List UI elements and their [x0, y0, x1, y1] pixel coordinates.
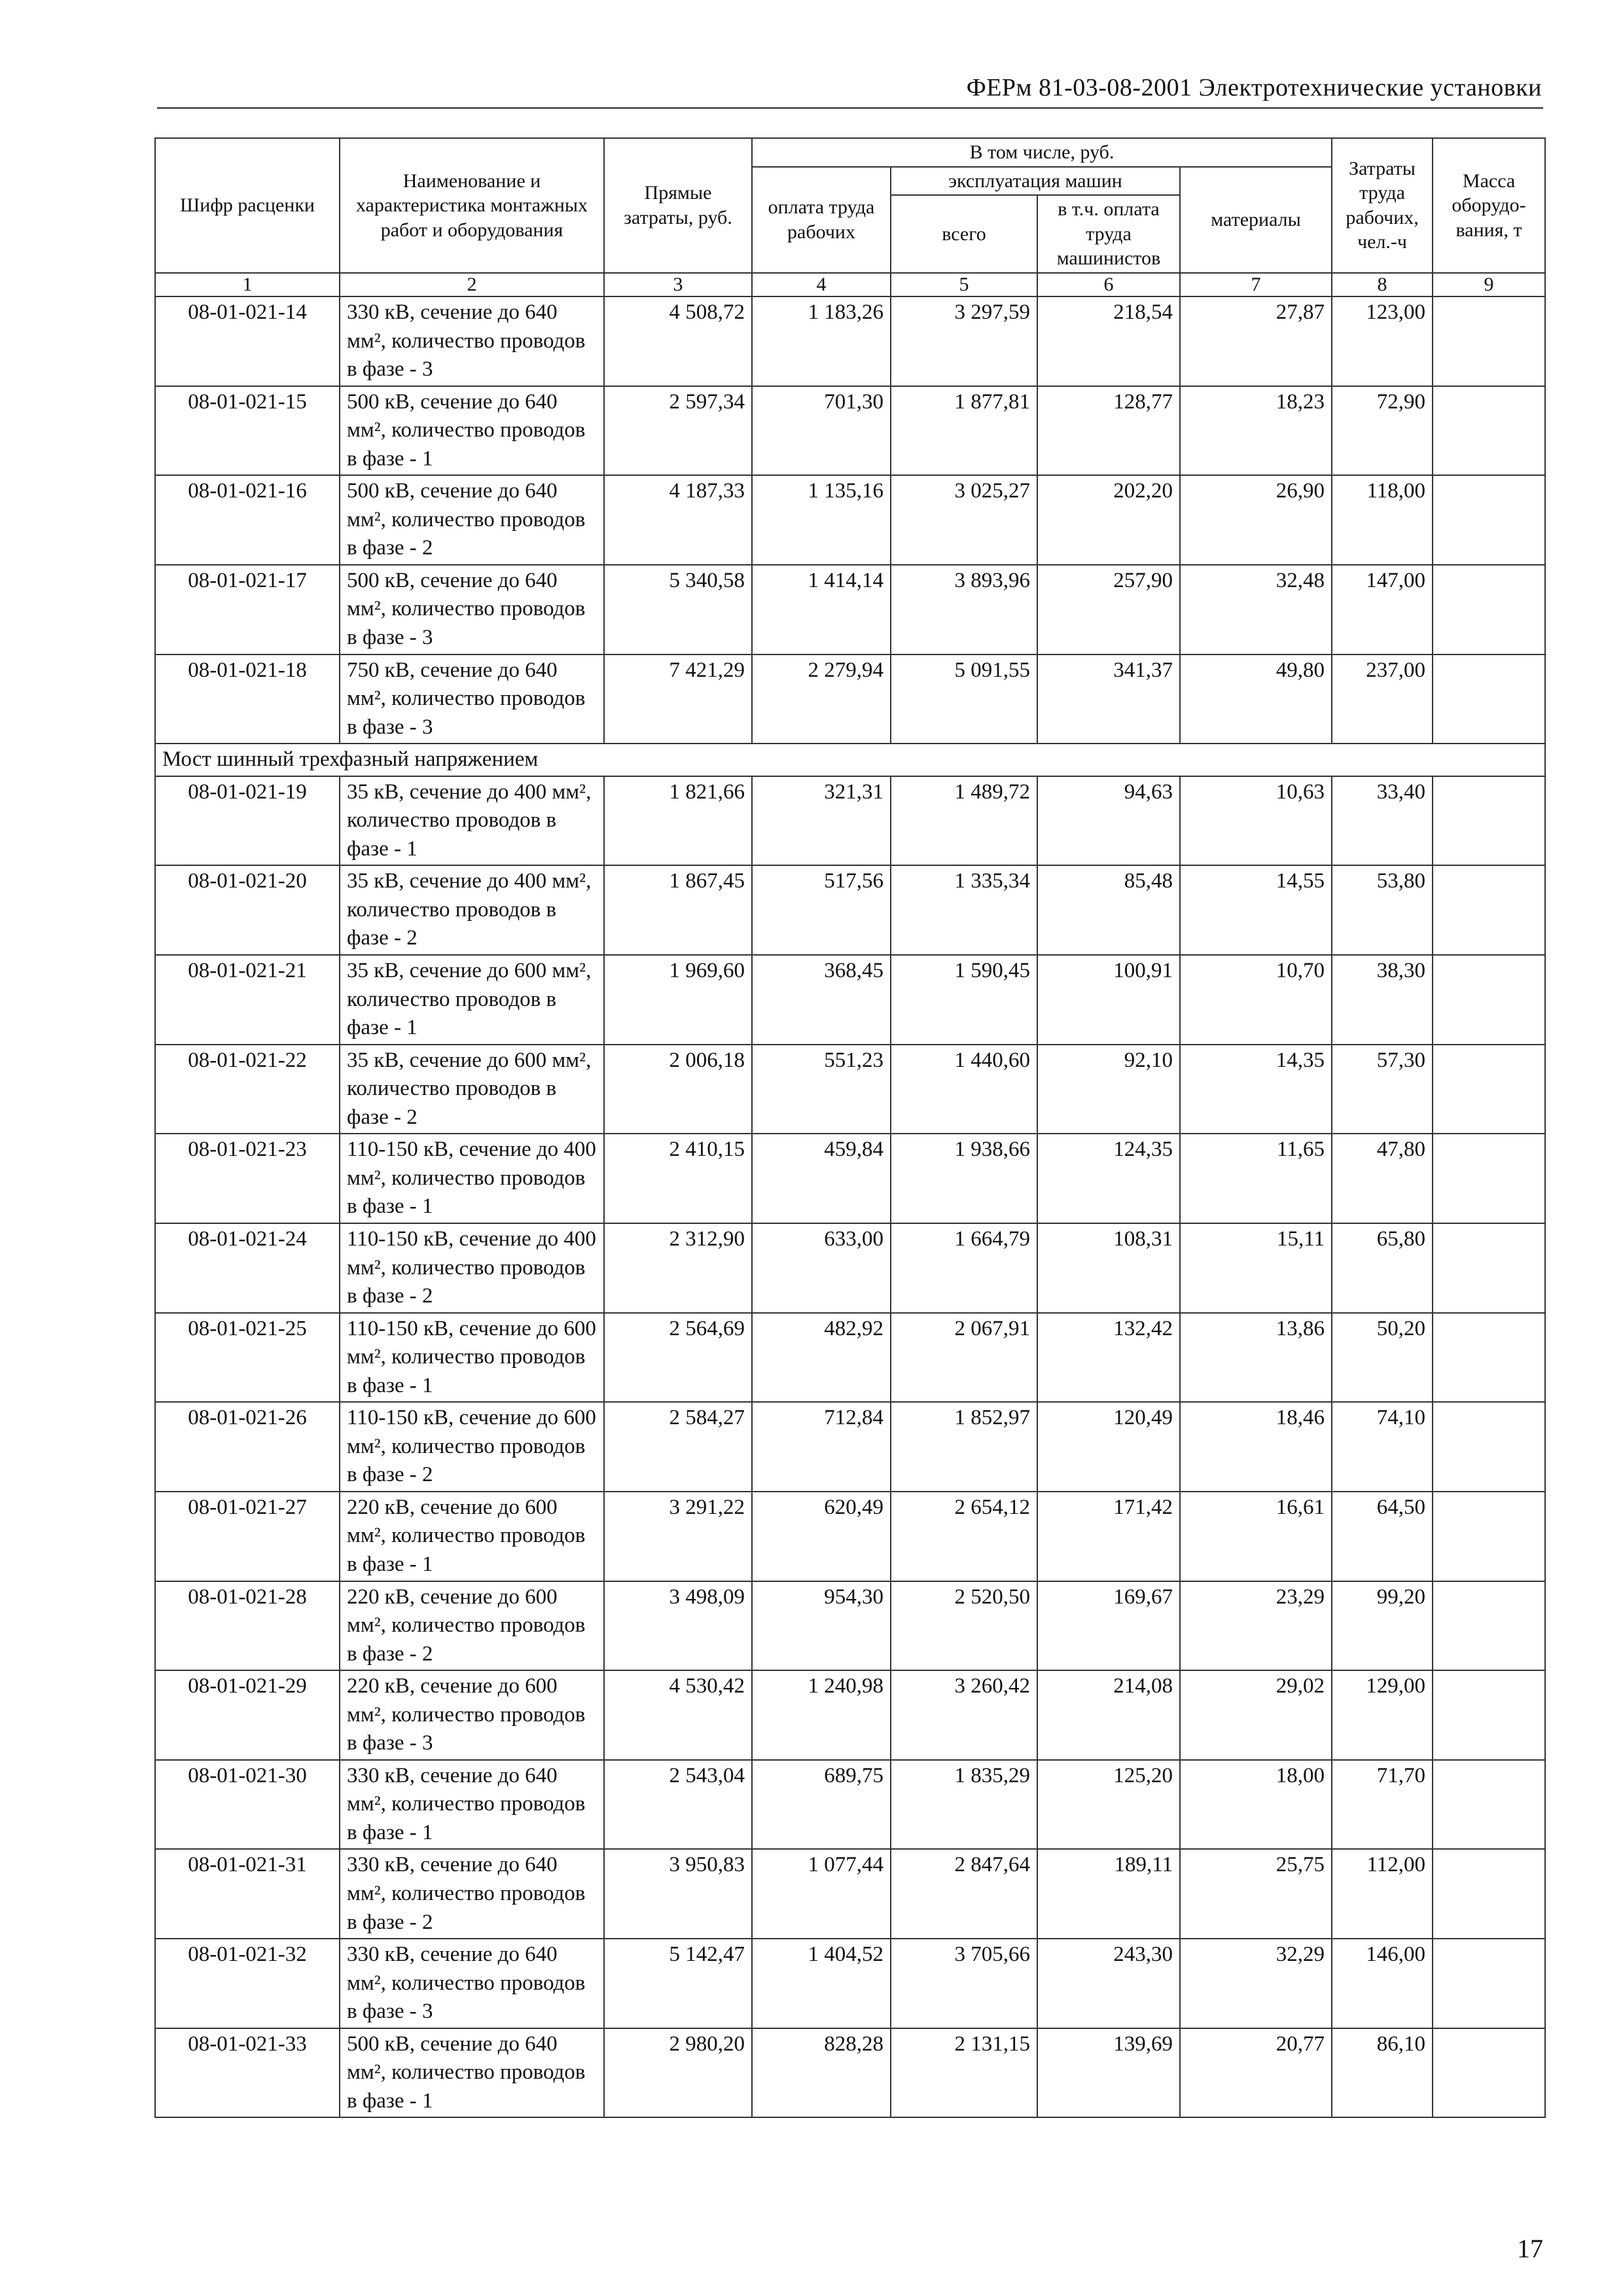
- table-row: [155, 1760, 1545, 1850]
- header-labor-pay: оплата труда рабочих: [752, 167, 891, 273]
- document-header-title: ФЕРм 81-03-08-2001 Электротехнические установки: [966, 74, 1542, 101]
- equipment-mass-cell: [1433, 1045, 1545, 1134]
- machinists-pay-cell: 132,42: [1037, 1313, 1180, 1403]
- header-labor-cost: Затраты труда рабочих, чел.-ч: [1332, 138, 1433, 273]
- materials-cost-cell: 14,55: [1180, 865, 1332, 955]
- labor-hours-cell: 65,80: [1332, 1223, 1433, 1313]
- labor-hours-cell: 71,70: [1332, 1760, 1433, 1850]
- direct-costs-cell: 2 584,27: [604, 1402, 752, 1492]
- rate-code-cell: 08-01-021-32: [155, 1939, 340, 2028]
- work-name-cell: 500 кВ, сечение до 640 мм², количество проводов в фазе - 1: [340, 2028, 604, 2118]
- labor-hours-cell: 123,00: [1332, 296, 1433, 386]
- machines-total-cell: 1 835,29: [891, 1760, 1037, 1850]
- direct-costs-cell: 7 421,29: [604, 655, 752, 744]
- machines-total-cell: 3 025,27: [891, 475, 1037, 565]
- rate-code-cell: 08-01-021-19: [155, 776, 340, 866]
- labor-hours-cell: 72,90: [1332, 386, 1433, 476]
- table-row: [155, 386, 1545, 476]
- machines-total-cell: 1 664,79: [891, 1223, 1037, 1313]
- work-name-cell: 330 кВ, сечение до 640 мм², количество проводов в фазе - 2: [340, 1849, 604, 1939]
- page-number: 17: [1517, 2234, 1543, 2263]
- machinists-pay-cell: 94,63: [1037, 776, 1180, 866]
- header-materials: материалы: [1180, 167, 1332, 273]
- machines-total-cell: 1 938,66: [891, 1134, 1037, 1223]
- machinists-pay-cell: 171,42: [1037, 1492, 1180, 1581]
- labor-pay-cell: 1 135,16: [752, 475, 891, 565]
- section-row: [155, 744, 1545, 776]
- work-name-cell: 750 кВ, сечение до 640 мм², количество проводов в фазе - 3: [340, 655, 604, 744]
- column-number: 6: [1037, 273, 1180, 297]
- labor-pay-cell: 1 077,44: [752, 1849, 891, 1939]
- labor-hours-cell: 147,00: [1332, 565, 1433, 655]
- labor-hours-cell: 50,20: [1332, 1313, 1433, 1403]
- header-machines-total: всего: [891, 195, 1037, 273]
- direct-costs-cell: 2 006,18: [604, 1045, 752, 1134]
- machinists-pay-cell: 202,20: [1037, 475, 1180, 565]
- labor-hours-cell: 146,00: [1332, 1939, 1433, 2028]
- labor-hours-cell: 53,80: [1332, 865, 1433, 955]
- machines-total-cell: 3 705,66: [891, 1939, 1037, 2028]
- table-row: [155, 1849, 1545, 1939]
- equipment-mass-cell: [1433, 2028, 1545, 2118]
- equipment-mass-cell: [1433, 1134, 1545, 1223]
- equipment-mass-cell: [1433, 1581, 1545, 1671]
- labor-pay-cell: 633,00: [752, 1223, 891, 1313]
- labor-hours-cell: 47,80: [1332, 1134, 1433, 1223]
- work-name-cell: 35 кВ, сечение до 400 мм², количество проводов в фазе - 2: [340, 865, 604, 955]
- machinists-pay-cell: 218,54: [1037, 296, 1180, 386]
- work-name-cell: 500 кВ, сечение до 640 мм², количество проводов в фазе - 2: [340, 475, 604, 565]
- labor-hours-cell: 118,00: [1332, 475, 1433, 565]
- rate-code-cell: 08-01-021-22: [155, 1045, 340, 1134]
- machinists-pay-cell: 214,08: [1037, 1670, 1180, 1760]
- table-row: [155, 475, 1545, 565]
- materials-cost-cell: 10,70: [1180, 955, 1332, 1045]
- equipment-mass-cell: [1433, 865, 1545, 955]
- work-name-cell: 110-150 кВ, сечение до 600 мм², количество проводов в фазе - 2: [340, 1402, 604, 1492]
- materials-cost-cell: 13,86: [1180, 1313, 1332, 1403]
- work-name-cell: 330 кВ, сечение до 640 мм², количество проводов в фазе - 3: [340, 1939, 604, 2028]
- labor-hours-cell: 64,50: [1332, 1492, 1433, 1581]
- table-row: [155, 955, 1545, 1045]
- work-name-cell: 500 кВ, сечение до 640 мм², количество проводов в фазе - 1: [340, 386, 604, 476]
- machinists-pay-cell: 108,31: [1037, 1223, 1180, 1313]
- equipment-mass-cell: [1433, 1402, 1545, 1492]
- labor-pay-cell: 321,31: [752, 776, 891, 866]
- table-row: [155, 865, 1545, 955]
- labor-pay-cell: 712,84: [752, 1402, 891, 1492]
- table-row: [155, 2028, 1545, 2118]
- labor-pay-cell: 620,49: [752, 1492, 891, 1581]
- direct-costs-cell: 2 597,34: [604, 386, 752, 476]
- direct-costs-cell: 2 564,69: [604, 1313, 752, 1403]
- machines-total-cell: 1 335,34: [891, 865, 1037, 955]
- machines-total-cell: 2 654,12: [891, 1492, 1037, 1581]
- work-name-cell: 110-150 кВ, сечение до 600 мм², количество проводов в фазе - 1: [340, 1313, 604, 1403]
- labor-hours-cell: 57,30: [1332, 1045, 1433, 1134]
- work-name-cell: 110-150 кВ, сечение до 400 мм², количество проводов в фазе - 1: [340, 1134, 604, 1223]
- equipment-mass-cell: [1433, 296, 1545, 386]
- header-code: Шифр расценки: [155, 138, 340, 273]
- direct-costs-cell: 2 980,20: [604, 2028, 752, 2118]
- header-including: В том числе, руб.: [752, 138, 1332, 167]
- machines-total-cell: 1 440,60: [891, 1045, 1037, 1134]
- materials-cost-cell: 15,11: [1180, 1223, 1332, 1313]
- header-machinists-pay: в т.ч. оплата труда машинистов: [1037, 195, 1180, 273]
- rate-code-cell: 08-01-021-21: [155, 955, 340, 1045]
- rate-code-cell: 08-01-021-25: [155, 1313, 340, 1403]
- header-name: Наименование и характеристика монтажных работ и оборудования: [340, 138, 604, 273]
- direct-costs-cell: 4 530,42: [604, 1670, 752, 1760]
- materials-cost-cell: 18,00: [1180, 1760, 1332, 1850]
- machines-total-cell: 1 489,72: [891, 776, 1037, 866]
- materials-cost-cell: 16,61: [1180, 1492, 1332, 1581]
- labor-pay-cell: 1 404,52: [752, 1939, 891, 2028]
- direct-costs-cell: 5 142,47: [604, 1939, 752, 2028]
- direct-costs-cell: 3 291,22: [604, 1492, 752, 1581]
- work-name-cell: 35 кВ, сечение до 600 мм², количество проводов в фазе - 2: [340, 1045, 604, 1134]
- materials-cost-cell: 29,02: [1180, 1670, 1332, 1760]
- rate-code-cell: 08-01-021-30: [155, 1760, 340, 1850]
- rate-code-cell: 08-01-021-18: [155, 655, 340, 744]
- labor-pay-cell: 1 414,14: [752, 565, 891, 655]
- machinists-pay-cell: 120,49: [1037, 1402, 1180, 1492]
- labor-hours-cell: 112,00: [1332, 1849, 1433, 1939]
- materials-cost-cell: 14,35: [1180, 1045, 1332, 1134]
- equipment-mass-cell: [1433, 475, 1545, 565]
- table-row: [155, 1670, 1545, 1760]
- work-name-cell: 330 кВ, сечение до 640 мм², количество проводов в фазе - 1: [340, 1760, 604, 1850]
- labor-hours-cell: 33,40: [1332, 776, 1433, 866]
- machines-total-cell: 3 893,96: [891, 565, 1037, 655]
- labor-hours-cell: 99,20: [1332, 1581, 1433, 1671]
- column-numbers-row: [155, 273, 1545, 297]
- equipment-mass-cell: [1433, 655, 1545, 744]
- machinists-pay-cell: 128,77: [1037, 386, 1180, 476]
- machines-total-cell: 1 852,97: [891, 1402, 1037, 1492]
- machinists-pay-cell: 243,30: [1037, 1939, 1180, 2028]
- column-number: 2: [340, 273, 604, 297]
- direct-costs-cell: 3 498,09: [604, 1581, 752, 1671]
- table-row: [155, 776, 1545, 866]
- machines-total-cell: 2 131,15: [891, 2028, 1037, 2118]
- direct-costs-cell: 1 867,45: [604, 865, 752, 955]
- work-name-cell: 220 кВ, сечение до 600 мм², количество проводов в фазе - 2: [340, 1581, 604, 1671]
- rates-table: [154, 137, 1546, 2118]
- machinists-pay-cell: 169,67: [1037, 1581, 1180, 1671]
- machinists-pay-cell: 125,20: [1037, 1760, 1180, 1850]
- labor-pay-cell: 459,84: [752, 1134, 891, 1223]
- table-row: [155, 1223, 1545, 1313]
- direct-costs-cell: 1 969,60: [604, 955, 752, 1045]
- header-divider: [157, 107, 1543, 109]
- labor-pay-cell: 551,23: [752, 1045, 891, 1134]
- materials-cost-cell: 18,23: [1180, 386, 1332, 476]
- rate-code-cell: 08-01-021-29: [155, 1670, 340, 1760]
- work-name-cell: 220 кВ, сечение до 600 мм², количество проводов в фазе - 3: [340, 1670, 604, 1760]
- equipment-mass-cell: [1433, 1939, 1545, 2028]
- machines-total-cell: 2 520,50: [891, 1581, 1037, 1671]
- direct-costs-cell: 4 187,33: [604, 475, 752, 565]
- work-name-cell: 35 кВ, сечение до 400 мм², количество проводов в фазе - 1: [340, 776, 604, 866]
- direct-costs-cell: 1 821,66: [604, 776, 752, 866]
- rate-code-cell: 08-01-021-23: [155, 1134, 340, 1223]
- table-row: [155, 565, 1545, 655]
- work-name-cell: 500 кВ, сечение до 640 мм², количество проводов в фазе - 3: [340, 565, 604, 655]
- direct-costs-cell: 2 410,15: [604, 1134, 752, 1223]
- equipment-mass-cell: [1433, 1492, 1545, 1581]
- header-direct-costs: Прямые затраты, руб.: [604, 138, 752, 273]
- machines-total-cell: 3 260,42: [891, 1670, 1037, 1760]
- labor-hours-cell: 86,10: [1332, 2028, 1433, 2118]
- equipment-mass-cell: [1433, 1760, 1545, 1850]
- column-number: 1: [155, 273, 340, 297]
- labor-pay-cell: 828,28: [752, 2028, 891, 2118]
- labor-pay-cell: 368,45: [752, 955, 891, 1045]
- machinists-pay-cell: 124,35: [1037, 1134, 1180, 1223]
- rate-code-cell: 08-01-021-28: [155, 1581, 340, 1671]
- table-row: [155, 1313, 1545, 1403]
- labor-hours-cell: 129,00: [1332, 1670, 1433, 1760]
- labor-hours-cell: 38,30: [1332, 955, 1433, 1045]
- table-row: [155, 296, 1545, 386]
- labor-pay-cell: 954,30: [752, 1581, 891, 1671]
- labor-hours-cell: 237,00: [1332, 655, 1433, 744]
- direct-costs-cell: 4 508,72: [604, 296, 752, 386]
- equipment-mass-cell: [1433, 955, 1545, 1045]
- materials-cost-cell: 18,46: [1180, 1402, 1332, 1492]
- materials-cost-cell: 32,29: [1180, 1939, 1332, 2028]
- machinists-pay-cell: 92,10: [1037, 1045, 1180, 1134]
- direct-costs-cell: 2 312,90: [604, 1223, 752, 1313]
- labor-hours-cell: 74,10: [1332, 1402, 1433, 1492]
- materials-cost-cell: 25,75: [1180, 1849, 1332, 1939]
- column-number: 8: [1332, 273, 1433, 297]
- direct-costs-cell: 3 950,83: [604, 1849, 752, 1939]
- column-number: 7: [1180, 273, 1332, 297]
- rate-code-cell: 08-01-021-17: [155, 565, 340, 655]
- section-title: Мост шинный трехфазный напряжением: [155, 744, 1545, 776]
- column-number: 5: [891, 273, 1037, 297]
- work-name-cell: 110-150 кВ, сечение до 400 мм², количество проводов в фазе - 2: [340, 1223, 604, 1313]
- machinists-pay-cell: 100,91: [1037, 955, 1180, 1045]
- labor-pay-cell: 2 279,94: [752, 655, 891, 744]
- equipment-mass-cell: [1433, 386, 1545, 476]
- machinists-pay-cell: 85,48: [1037, 865, 1180, 955]
- labor-pay-cell: 1 183,26: [752, 296, 891, 386]
- rate-code-cell: 08-01-021-26: [155, 1402, 340, 1492]
- machinists-pay-cell: 341,37: [1037, 655, 1180, 744]
- column-number: 4: [752, 273, 891, 297]
- labor-pay-cell: 482,92: [752, 1313, 891, 1403]
- equipment-mass-cell: [1433, 1849, 1545, 1939]
- equipment-mass-cell: [1433, 1223, 1545, 1313]
- labor-pay-cell: 689,75: [752, 1760, 891, 1850]
- materials-cost-cell: 32,48: [1180, 565, 1332, 655]
- rate-code-cell: 08-01-021-31: [155, 1849, 340, 1939]
- column-number: 3: [604, 273, 752, 297]
- labor-pay-cell: 701,30: [752, 386, 891, 476]
- table-row: [155, 1402, 1545, 1492]
- materials-cost-cell: 11,65: [1180, 1134, 1332, 1223]
- machinists-pay-cell: 139,69: [1037, 2028, 1180, 2118]
- machinists-pay-cell: 189,11: [1037, 1849, 1180, 1939]
- equipment-mass-cell: [1433, 1313, 1545, 1403]
- work-name-cell: 330 кВ, сечение до 640 мм², количество проводов в фазе - 3: [340, 296, 604, 386]
- direct-costs-cell: 2 543,04: [604, 1760, 752, 1850]
- materials-cost-cell: 20,77: [1180, 2028, 1332, 2118]
- machines-total-cell: 1 877,81: [891, 386, 1037, 476]
- equipment-mass-cell: [1433, 1670, 1545, 1760]
- materials-cost-cell: 49,80: [1180, 655, 1332, 744]
- materials-cost-cell: 23,29: [1180, 1581, 1332, 1671]
- equipment-mass-cell: [1433, 776, 1545, 866]
- table-row: [155, 655, 1545, 744]
- materials-cost-cell: 26,90: [1180, 475, 1332, 565]
- table-row: [155, 1134, 1545, 1223]
- machines-total-cell: 5 091,55: [891, 655, 1037, 744]
- rate-code-cell: 08-01-021-33: [155, 2028, 340, 2118]
- column-number: 9: [1433, 273, 1545, 297]
- table-row: [155, 1492, 1545, 1581]
- machines-total-cell: 2 847,64: [891, 1849, 1037, 1939]
- work-name-cell: 220 кВ, сечение до 600 мм², количество проводов в фазе - 1: [340, 1492, 604, 1581]
- table-row: [155, 1939, 1545, 2028]
- table-row: [155, 1581, 1545, 1671]
- rate-code-cell: 08-01-021-24: [155, 1223, 340, 1313]
- header-machines: эксплуатация машин: [891, 167, 1180, 196]
- table-row: [155, 1045, 1545, 1134]
- machinists-pay-cell: 257,90: [1037, 565, 1180, 655]
- header-equipment-mass: Масса оборудо-вания, т: [1433, 138, 1545, 273]
- labor-pay-cell: 517,56: [752, 865, 891, 955]
- rate-code-cell: 08-01-021-14: [155, 296, 340, 386]
- labor-pay-cell: 1 240,98: [752, 1670, 891, 1760]
- materials-cost-cell: 10,63: [1180, 776, 1332, 866]
- direct-costs-cell: 5 340,58: [604, 565, 752, 655]
- rate-code-cell: 08-01-021-16: [155, 475, 340, 565]
- equipment-mass-cell: [1433, 565, 1545, 655]
- machines-total-cell: 1 590,45: [891, 955, 1037, 1045]
- materials-cost-cell: 27,87: [1180, 296, 1332, 386]
- rate-code-cell: 08-01-021-20: [155, 865, 340, 955]
- machines-total-cell: 2 067,91: [891, 1313, 1037, 1403]
- work-name-cell: 35 кВ, сечение до 600 мм², количество проводов в фазе - 1: [340, 955, 604, 1045]
- rate-code-cell: 08-01-021-27: [155, 1492, 340, 1581]
- machines-total-cell: 3 297,59: [891, 296, 1037, 386]
- rate-code-cell: 08-01-021-15: [155, 386, 340, 476]
